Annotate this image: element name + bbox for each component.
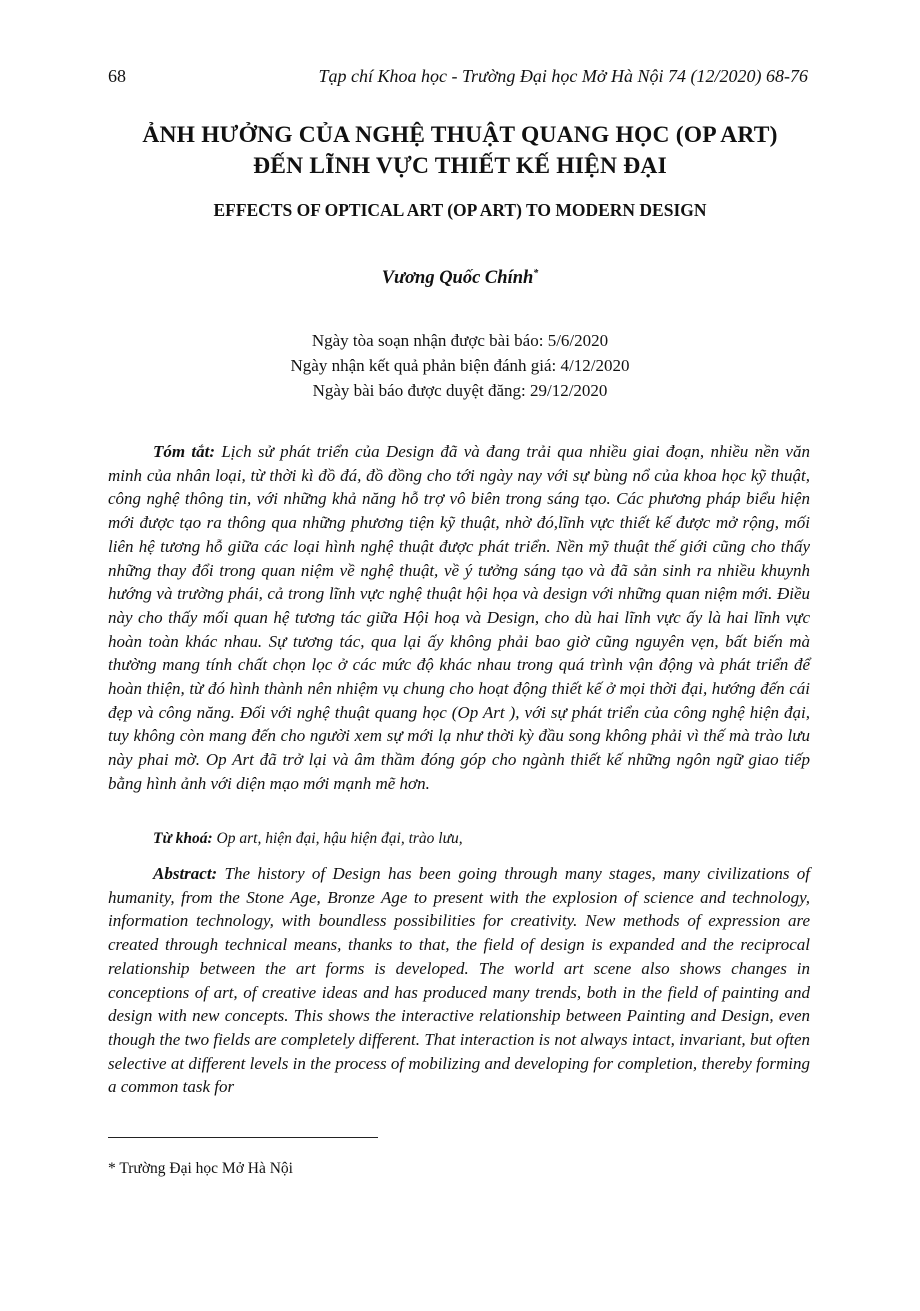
date-received: Ngày tòa soạn nhận được bài báo: 5/6/2020 <box>311 331 609 350</box>
article-dates <box>0 328 920 403</box>
footnote-divider <box>108 1137 378 1138</box>
footnote-text: Trường Đại học Mở Hà Nội <box>115 1160 293 1177</box>
title-line-1: ẢNH HƯỞNG CỦA NGHỆ THUẬT QUANG HỌC (OP ART) <box>142 122 778 148</box>
journal-citation: Tạp chí Khoa học - Trường Đại học Mở Hà Nội 74 (12/2020) 68-76 <box>318 66 808 86</box>
english-abstract <box>108 862 810 1099</box>
footnote <box>108 1160 293 1178</box>
abstract-en-label: Abstract: <box>153 864 218 883</box>
page-number: 68 <box>108 66 126 86</box>
date-reviewed: Ngày nhận kết quả phản biện đánh giá: 4/12/2020 <box>290 356 630 375</box>
author <box>0 268 920 289</box>
abstract-vi-label: Tóm tắt: <box>153 442 216 461</box>
abstract-vi-text: Lịch sử phát triển của Design đã và đang trải qua nhiều giai đoạn, nhiều nền văn minh của nhân loại, từ thời kì đồ đá, đồ đồng cho tới ngày nay với sự bùng nổ của khoa học kỹ thuật, công nghệ thông tin, với những khả năng hỗ trợ vô biên trong sáng tạo. Các phương pháp biểu hiện mới được tạo ra thông qua những phương tiện kỹ thuật, nhờ đó,lĩnh vực thiết kế được mở rộng, mối liên hệ tương hỗ giữa các loại hình nghệ thuật được phát triển. Nền mỹ thuật thế giới cũng cho thấy những thay đổi trong quan niệm về nghệ thuật, về ý tưởng sáng tạo và đã sản sinh ra nhiều khuynh hướng và trường phái, cả trong lĩnh vực nghệ thuật hội họa và design với những quan niệm mới. Điều này cho thấy mối quan hệ tương tác giữa Hội hoạ và Design, cho dù hai lĩnh vực ấy là hai lĩnh vực hoàn toàn khác nhau. Sự tương tác, qua lại ấy không phải bao giờ cũng nguyên vẹn, bất biến mà thường mang tính chất chọn lọc ở các mức độ khác nhau trong quá trình vận động và phát triển để hoàn thiện, từ đó hình thành nên nhiệm vụ chung cho hoạt động thiết kế ở mọi thời đại, hướng đến cái đẹp và công năng. Đối với nghệ thuật quang học (Op Art ), với sự phát triển của công nghệ hiện đại, tuy không còn mang đến cho người xem sự mới lạ như thời kỳ đầu song không phải vì thế mà trào lưu này phai mờ. Op Art đã trở lại và âm thầm đóng góp cho ngành thiết kế những ngôn ngữ giao tiếp bằng hình ảnh với diện mạo mới mạnh mẽ hơn. <box>108 442 810 793</box>
page-header <box>108 66 808 90</box>
abstract-en-text: The history of Design has been going through many stages, many civilizations of humanity, from the Stone Age, Bronze Age to present with the explosion of science and technology, information technology, with boundless possibilities for creativity. New methods of expression are created through technical means, thanks to that, the field of design is expanded and the reciprocal relationship between the art forms is developed. The world art scene also shows changes in conceptions of art, of creative ideas and has produced many trends, both in the field of painting and design with new concepts. This shows the interactive relationship between Painting and Design, even though the two fields are completely different. That interaction is not always intact, invariant, but often selective at different levels in the process of mobilizing and developing for completion, thereby forming a common task for <box>108 864 810 1097</box>
date-accepted: Ngày bài báo được duyệt đăng: 29/12/2020 <box>312 381 608 400</box>
title-line-2: ĐẾN LĨNH VỰC THIẾT KẾ HIỆN ĐẠI <box>253 153 667 179</box>
keywords-text: Op art, hiện đại, hậu hiện đại, trào lưu, <box>212 830 463 847</box>
keywords <box>153 830 810 848</box>
english-title: EFFECTS OF OPTICAL ART (OP ART) TO MODERN DESIGN <box>213 200 707 220</box>
keywords-label: Từ khoá: <box>153 830 213 847</box>
author-footnote-mark: * <box>533 268 539 279</box>
author-name: Vương Quốc Chính <box>381 268 534 289</box>
article-title <box>60 120 860 182</box>
vietnamese-abstract <box>108 440 810 796</box>
footnote-mark: * <box>108 1160 116 1177</box>
